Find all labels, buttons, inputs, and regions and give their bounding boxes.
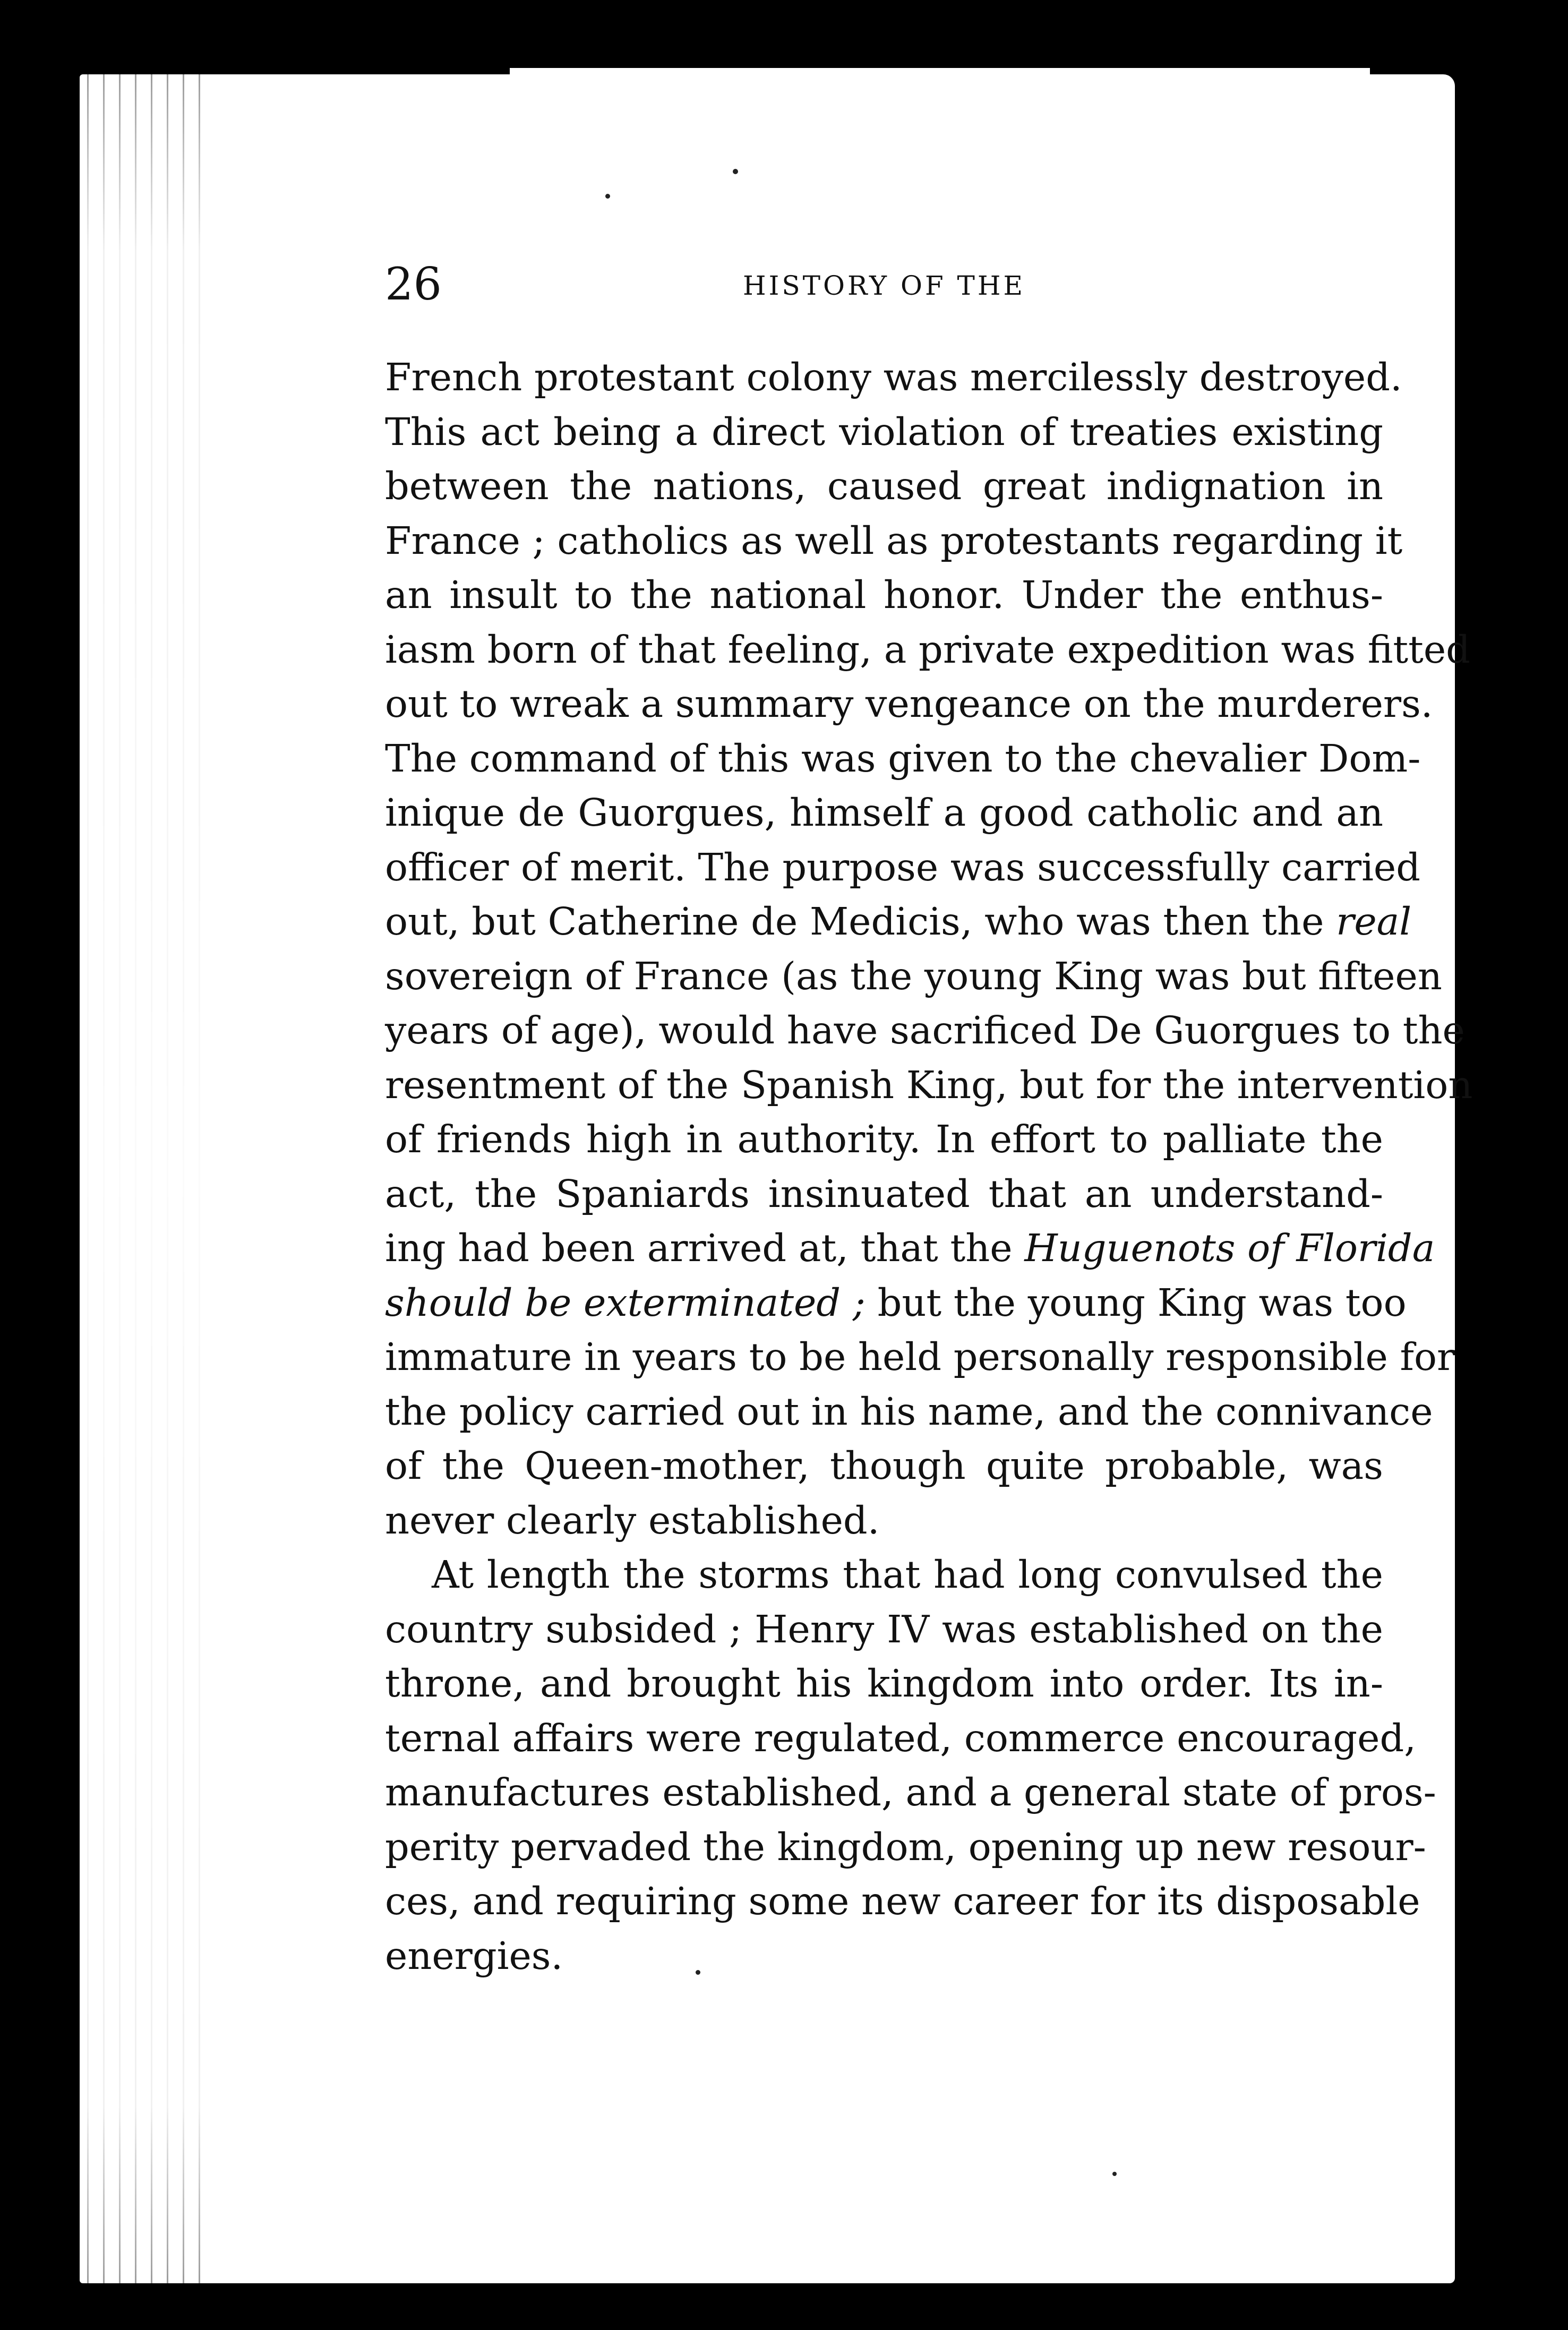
text-line: iasm born of that feeling, a private expedition was fitted xyxy=(385,627,1470,672)
text-line: officer of merit. The purpose was successfully carried xyxy=(385,845,1421,889)
binding-gutter xyxy=(80,74,202,2283)
text-line xyxy=(385,895,1412,949)
text-line xyxy=(385,1221,1435,1276)
text-line: of the Queen-mother, though quite probable, was xyxy=(385,1444,1383,1488)
text-line: resentment of the Spanish King, but for the intervention xyxy=(385,1063,1473,1107)
text-line: country subsided ; Henry IV was established on the xyxy=(385,1607,1383,1651)
page-header xyxy=(385,255,1383,313)
italic-text: should be exterminated ; xyxy=(385,1280,866,1325)
italic-text: Huguenots of Florida xyxy=(1024,1226,1435,1270)
text-line xyxy=(385,1276,1407,1331)
text-line: perity pervaded the kingdom, opening up new resour- xyxy=(385,1824,1426,1869)
text-line: ternal affairs were regulated, commerce encouraged, xyxy=(385,1716,1416,1760)
text-line: an insult to the national honor. Under the enthus- xyxy=(385,573,1383,617)
text-line: energies. xyxy=(385,1933,563,1978)
text-line: inique de Guorgues, himself a good catholic and an xyxy=(385,791,1383,835)
text-line: act, the Spaniards insinuated that an understand- xyxy=(385,1171,1383,1216)
print-speck xyxy=(605,194,610,199)
text-line: ces, and requiring some new career for its disposable xyxy=(385,1879,1420,1923)
running-head: HISTORY OF THE xyxy=(743,270,1025,301)
text-line: out to wreak a summary vengeance on the murderers. xyxy=(385,682,1433,726)
text-line: years of age), would have sacrificed De Guorgues to the xyxy=(385,1008,1465,1052)
text-line: never clearly established. xyxy=(385,1498,880,1543)
italic-text: real xyxy=(1336,900,1412,944)
body-text xyxy=(385,350,1473,1983)
text-line: the policy carried out in his name, and the connivance xyxy=(385,1389,1433,1434)
page-number: 26 xyxy=(385,258,442,310)
print-speck xyxy=(696,1970,700,1975)
text-fragment: but the young King was too xyxy=(877,1280,1407,1325)
text-fragment: ing had been arrived at, that the xyxy=(385,1226,1013,1270)
text-line: of friends high in authority. In effort to palliate the xyxy=(385,1117,1383,1161)
text-line: At length the storms that had long convulsed the xyxy=(432,1553,1383,1597)
text-line: The command of this was given to the chevalier Dom- xyxy=(385,736,1421,781)
text-line: French protestant colony was mercilessly destroyed. xyxy=(385,355,1402,399)
print-speck xyxy=(1112,2172,1117,2176)
text-line: manufactures established, and a general state of pros- xyxy=(385,1770,1436,1814)
text-line: immature in years to be held personally responsible for xyxy=(385,1335,1455,1379)
text-line: This act being a direct violation of treaties existing xyxy=(385,409,1383,454)
text-line: France ; catholics as well as protestants regarding it xyxy=(385,518,1403,563)
text-line: sovereign of France (as the young King was but fifteen xyxy=(385,954,1442,998)
text-line: throne, and brought his kingdom into order. Its in- xyxy=(385,1661,1383,1706)
print-speck xyxy=(733,169,738,174)
text-fragment: out, but Catherine de Medicis, who was then the xyxy=(385,900,1324,944)
text-line: between the nations, caused great indignation in xyxy=(385,464,1383,508)
